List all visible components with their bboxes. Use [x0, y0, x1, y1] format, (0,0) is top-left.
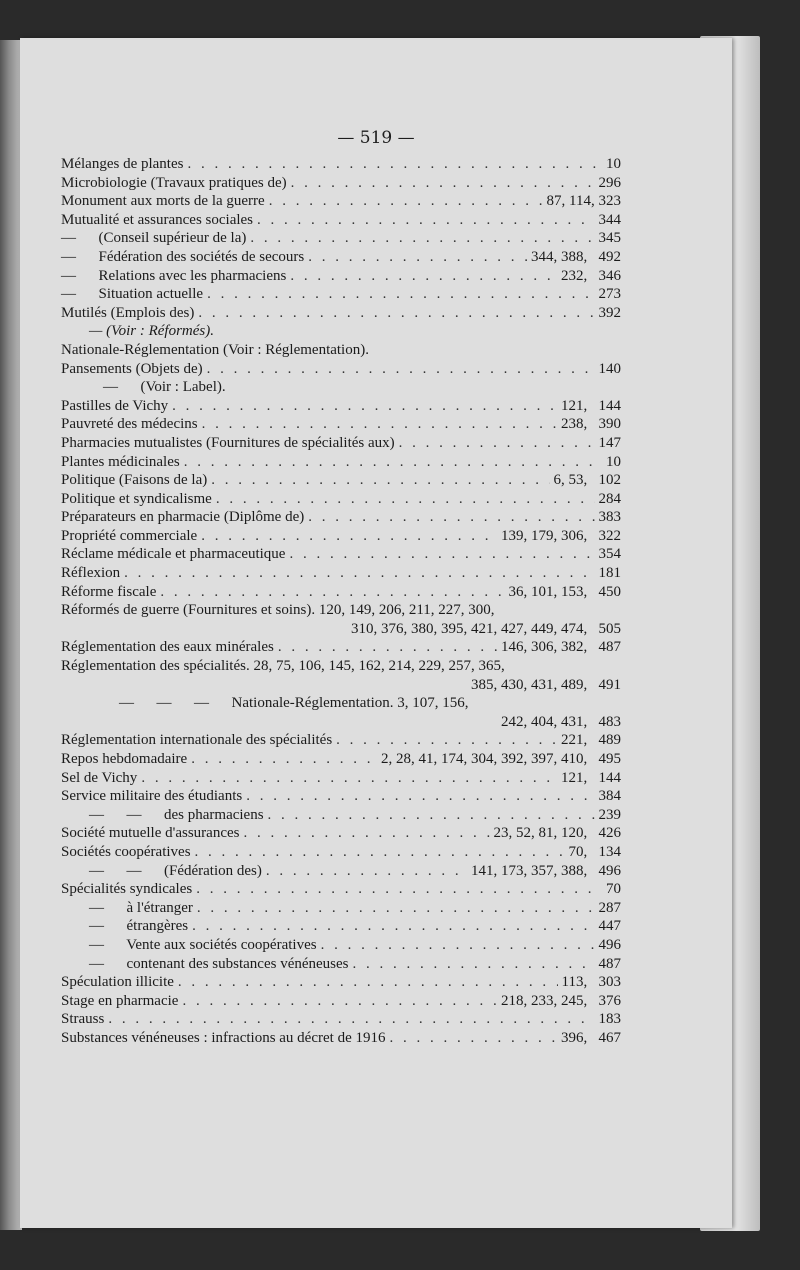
index-entry: Réforme fiscale . . . 36, 101, 153, 450 [61, 583, 621, 602]
index-entry: Mutilés (Emplois des) . . . 392 [61, 304, 621, 323]
index-entry: — (Conseil supérieur de la) . . . 345 [61, 229, 621, 248]
index-entry: Réglementation internationale des spécialités . . . 221, 489 [61, 731, 621, 750]
index-entry: Pauvreté des médecins . . . 238, 390 [61, 415, 621, 434]
index-entry: Spécialités syndicales . . . 70 [61, 880, 621, 899]
index-entry: — Situation actuelle . . . 273 [61, 285, 621, 304]
index-entry: — — — Nationale-Réglementation. 3, 107, 156, [119, 695, 469, 712]
index-entry: Préparateurs en pharmacie (Diplôme de) . . . 383 [61, 508, 621, 527]
index-entry: Repos hebdomadaire . . . 2, 28, 41, 174, 304, 392, 397, 410, 495 [61, 750, 621, 769]
index-entry: — — (Fédération des) . . . 141, 173, 357, 388, 496 [61, 862, 621, 881]
index-entry: Sociétés coopératives . . . 70, 134 [61, 843, 621, 862]
index-entry: Réclame médicale et pharmaceutique . . . 354 [61, 545, 621, 564]
index-entry: — Fédération des sociétés de secours . . . 344, 388, 492 [61, 248, 621, 267]
index-entry: — — des pharmaciens . . . 239 [61, 806, 621, 825]
book-page [20, 38, 732, 1228]
adjacent-page-edge [0, 40, 22, 1230]
page-number: — 519 — [337, 128, 415, 148]
index-entry: Sel de Vichy . . . 121, 144 [61, 769, 621, 788]
index-entry: Pastilles de Vichy . . . 121, 144 [61, 397, 621, 416]
index-entry: Substances vénéneuses : infractions au décret de 1916 . . . 396, 467 [61, 1029, 621, 1048]
index-entry: — (Voir : Réformés). [89, 323, 214, 340]
index-entry: Microbiologie (Travaux pratiques de) . . . 296 [61, 174, 621, 193]
index-entry: Nationale-Réglementation (Voir : Réglementation). [61, 341, 369, 358]
index-entry: Monument aux morts de la guerre . . . 87, 114, 323 [61, 192, 621, 211]
index-entry: — Relations avec les pharmaciens . . . 232, 346 [61, 267, 621, 286]
index-entry: Réglementation des eaux minérales . . . 146, 306, 382, 487 [61, 638, 621, 657]
index-entry: Politique (Faisons de la) . . . 6, 53, 102 [61, 471, 621, 490]
index-list [61, 155, 621, 1048]
index-entry: Strauss . . . 183 [61, 1010, 621, 1029]
index-entry: Réformés de guerre (Fournitures et soins). 120, 149, 206, 211, 227, 300, [61, 602, 495, 619]
index-entry: Stage en pharmacie . . . 218, 233, 245, 376 [61, 992, 621, 1011]
index-entry: Pharmacies mutualistes (Fournitures de spécialités aux) . . . 147 [61, 434, 621, 453]
index-entry: — contenant des substances vénéneuses . . . 487 [61, 955, 621, 974]
index-entry: Service militaire des étudiants . . . 384 [61, 787, 621, 806]
index-entry: Mutualité et assurances sociales . . . 344 [61, 211, 621, 230]
index-entry: — (Voir : Label). [103, 379, 226, 396]
index-entry: 242, 404, 431, 483 [501, 713, 621, 730]
index-entry: Pansements (Objets de) . . . 140 [61, 360, 621, 379]
index-entry: Spéculation illicite . . . 113, 303 [61, 973, 621, 992]
index-entry: Plantes médicinales . . . 10 [61, 453, 621, 472]
index-entry: Propriété commerciale . . . 139, 179, 306, 322 [61, 527, 621, 546]
index-entry: 310, 376, 380, 395, 421, 427, 449, 474, 505 [351, 620, 621, 637]
index-entry: Politique et syndicalisme . . . 284 [61, 490, 621, 509]
index-entry: — Vente aux sociétés coopératives . . . 496 [61, 936, 621, 955]
index-entry: Mélanges de plantes . . . 10 [61, 155, 621, 174]
index-entry: — à l'étranger . . . 287 [61, 899, 621, 918]
index-entry: Société mutuelle d'assurances . . . 23, 52, 81, 120, 426 [61, 824, 621, 843]
index-entry: — étrangères . . . 447 [61, 917, 621, 936]
index-entry: Réflexion . . . 181 [61, 564, 621, 583]
index-entry: Réglementation des spécialités. 28, 75, 106, 145, 162, 214, 229, 257, 365, [61, 658, 505, 675]
index-entry: 385, 430, 431, 489, 491 [471, 676, 621, 693]
